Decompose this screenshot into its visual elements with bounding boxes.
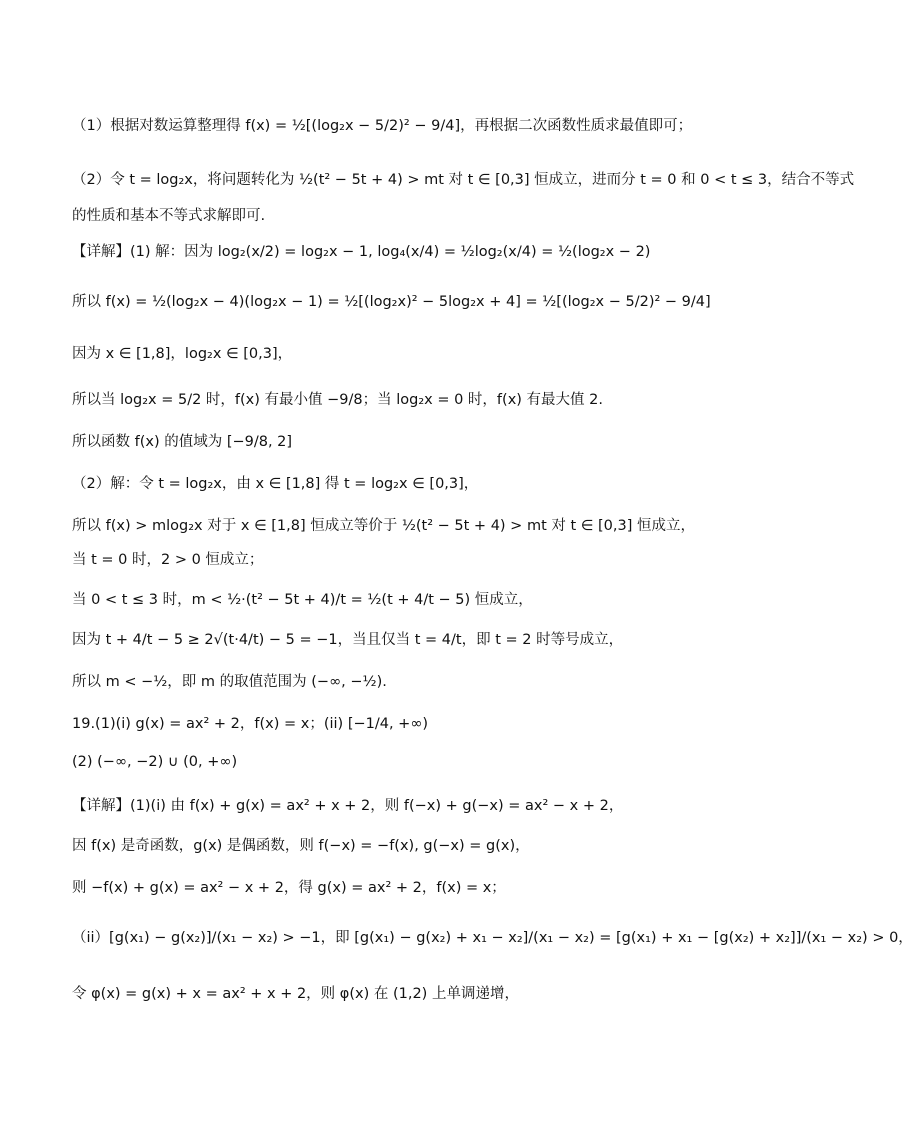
text-line-5: 所以 f(x) = ½(log₂x − 4)(log₂x − 1) = ½[(log₂x)² − 5log₂x + 4] = ½[(log₂x − 5/2)² − 9/4] — [72, 294, 711, 310]
text-line-19: 则 −f(x) + g(x) = ax² − x + 2，得 g(x) = ax² + 2，f(x) = x； — [72, 880, 506, 896]
text-line-11: 当 t = 0 时，2 > 0 恒成立； — [72, 552, 264, 568]
text-line-10: 所以 f(x) > mlog₂x 对于 x ∈ [1,8] 恒成立等价于 ½(t² − 5t + 4) > mt 对 t ∈ [0,3] 恒成立， — [72, 518, 695, 534]
text-line-14: 所以 m < −½，即 m 的取值范围为 (−∞, −½). — [72, 674, 387, 690]
text-line-1: （1）根据对数运算整理得 f(x) = ½[(log₂x − 5/2)² − 9/4]，再根据二次函数性质求最值即可； — [72, 118, 693, 134]
text-line-15: 19.(1)(i) g(x) = ax² + 2，f(x) = x；(ii) [−1/4, +∞) — [72, 716, 429, 732]
text-line-20: （ii）[g(x₁) − g(x₂)]/(x₁ − x₂) > −1，即 [g(x₁) − g(x₂) + x₁ − x₂]/(x₁ − x₂) = [g(x₁) + x₁ − [g(x₂) + x₂]]/(x₁ − x₂) > 0， — [72, 930, 913, 946]
text-line-8: 所以函数 f(x) 的值域为 [−9/8, 2] — [72, 434, 293, 450]
text-line-18: 因 f(x) 是奇函数，g(x) 是偶函数，则 f(−x) = −f(x), g(−x) = g(x)， — [72, 838, 530, 854]
text-line-2: （2）令 t = log₂x，将问题转化为 ½(t² − 5t + 4) > mt 对 t ∈ [0,3] 恒成立，进而分 t = 0 和 0 < t ≤ 3，结合不等式 — [72, 172, 855, 188]
text-line-9: （2）解：令 t = log₂x，由 x ∈ [1,8] 得 t = log₂x ∈ [0,3]， — [72, 476, 479, 492]
text-line-21: 令 φ(x) = g(x) + x = ax² + x + 2，则 φ(x) 在 (1,2) 上单调递增， — [72, 986, 519, 1002]
text-line-7: 所以当 log₂x = 5/2 时，f(x) 有最小值 −9/8；当 log₂x = 0 时，f(x) 有最大值 2. — [72, 392, 603, 408]
text-line-16: (2) (−∞, −2) ∪ (0, +∞) — [72, 754, 238, 770]
text-line-6: 因为 x ∈ [1,8]，log₂x ∈ [0,3]， — [72, 346, 293, 362]
text-line-12: 当 0 < t ≤ 3 时，m < ½·(t² − 5t + 4)/t = ½(t + 4/t − 5) 恒成立， — [72, 592, 533, 608]
text-line-4: 【详解】(1) 解：因为 log₂(x/2) = log₂x − 1, log₄(x/4) = ½log₂(x/4) = ½(log₂x − 2) — [72, 244, 651, 260]
text-line-17: 【详解】(1)(i) 由 f(x) + g(x) = ax² + x + 2，则 f(−x) + g(−x) = ax² − x + 2， — [72, 798, 624, 814]
text-line-13: 因为 t + 4/t − 5 ≥ 2√(t·4/t) − 5 = −1，当且仅当 t = 4/t，即 t = 2 时等号成立， — [72, 632, 624, 648]
text-line-3: 的性质和基本不等式求解即可. — [72, 208, 266, 224]
